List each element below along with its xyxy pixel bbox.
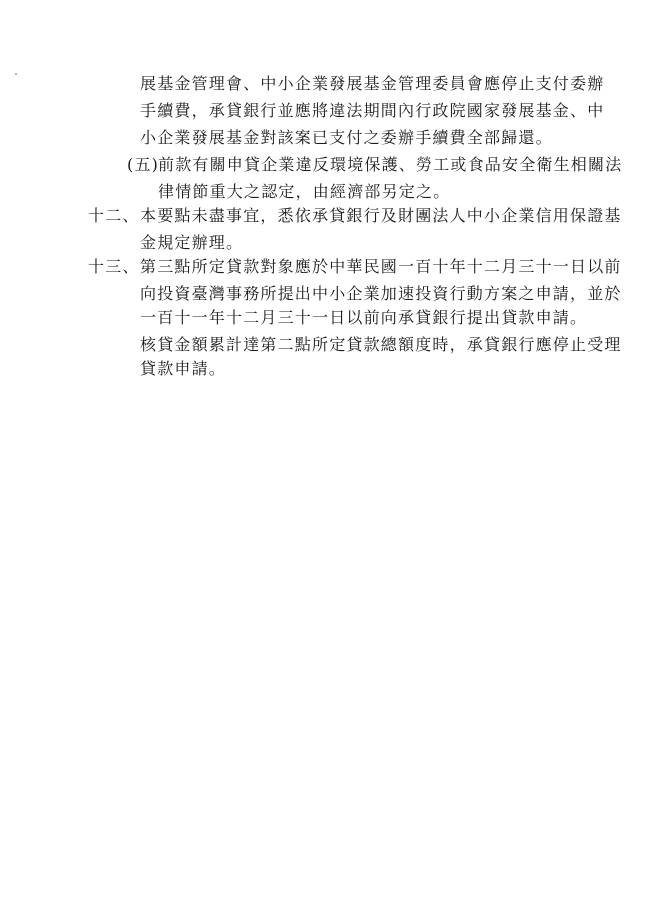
- clause-13-line-4: 核貸金額累計達第二點所定貸款總額度時，承貸銀行應停止受理: [140, 335, 622, 354]
- clause-12-marker: 十二、: [88, 206, 140, 225]
- clause-11-item-5-line-2: 律情節重大之認定，由經濟部另定之。: [158, 182, 451, 201]
- clause-13-line-3: 一百十一年十二月三十一日以前向承貸銀行提出貸款申請。: [140, 308, 588, 327]
- clause-12-line-1: 本要點未盡事宜，悉依承貸銀行及財團法人中小企業信用保證基: [140, 206, 622, 225]
- clause-12-line-2: 金規定辦理。: [140, 233, 244, 252]
- clause-11-item-5-marker: (五): [127, 155, 160, 174]
- clause-11-continued-line-3: 小企業發展基金對該案已支付之委辦手續費全部歸還。: [140, 128, 553, 147]
- scan-speck: [15, 73, 17, 75]
- clause-11-continued-line-2: 手續費，承貸銀行並應將違法期間內行政院國家發展基金、中: [140, 101, 605, 120]
- clause-13-marker: 十三、: [88, 257, 140, 276]
- clause-11-continued-line-1: 展基金管理會、中小企業發展基金管理委員會應停止支付委辦: [140, 74, 605, 93]
- clause-13-line-1: 第三點所定貸款對象應於中華民國一百十年十二月三十一日以前: [140, 257, 622, 276]
- clause-13-line-2: 向投資臺灣事務所提出中小企業加速投資行動方案之申請，並於: [140, 284, 622, 303]
- clause-13-line-5: 貸款申請。: [140, 359, 227, 378]
- clause-11-item-5-line-1: 前款有關申貸企業違反環境保護、勞工或食品安全衛生相關法: [158, 155, 623, 174]
